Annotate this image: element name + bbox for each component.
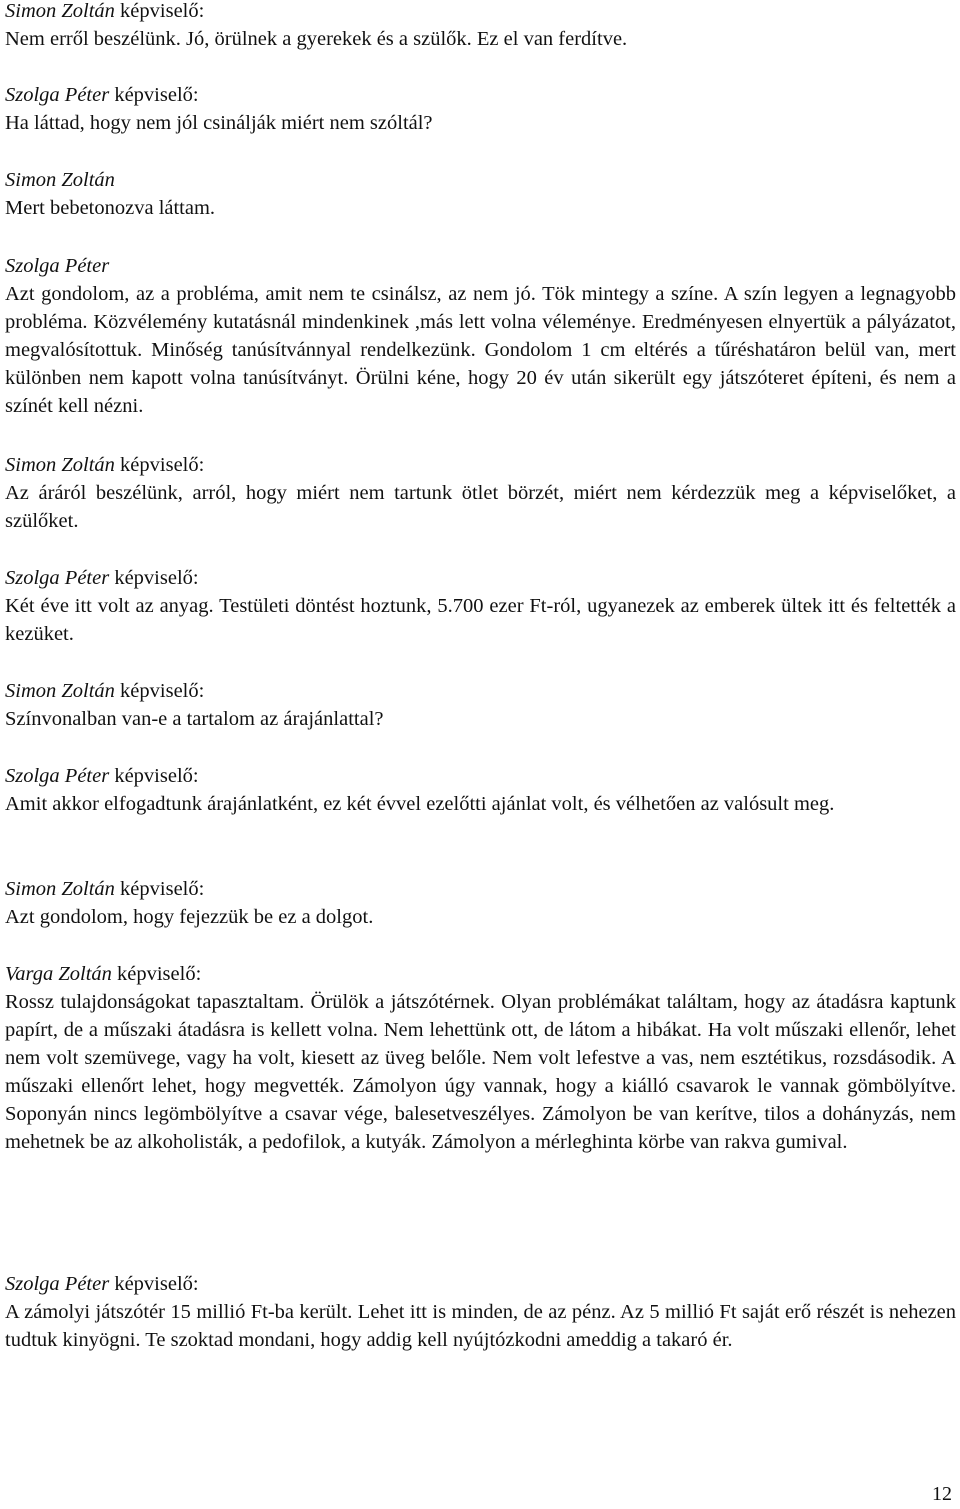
- entry-9: [5, 875, 956, 931]
- speaker-role: képviselő:: [120, 454, 205, 476]
- speaker-line: [5, 81, 956, 109]
- speaker-line: [5, 252, 956, 280]
- speaker-line: [5, 451, 956, 479]
- speaker-role: képviselő:: [114, 765, 199, 787]
- speaker-name: Simon Zoltán: [5, 680, 115, 702]
- speaker-line: [5, 1270, 956, 1298]
- speaker-role: képviselő:: [120, 0, 205, 22]
- statement: Nem erről beszélünk. Jó, örülnek a gyerekek és a szülők. Ez el van ferdítve.: [5, 28, 628, 50]
- entry-10: [5, 960, 956, 1156]
- statement: Mert bebetonozva láttam.: [5, 197, 216, 219]
- entry-2: [5, 81, 956, 137]
- speaker-name: Simon Zoltán: [5, 169, 115, 191]
- speaker-role: képviselő:: [120, 680, 205, 702]
- speaker-name: Szolga Péter: [5, 84, 110, 106]
- speaker-role: képviselő:: [117, 963, 202, 985]
- entry-3: [5, 166, 956, 222]
- speaker-line: [5, 677, 956, 705]
- speaker-line: [5, 0, 956, 25]
- speaker-role: képviselő:: [114, 84, 199, 106]
- page-number: 12: [932, 1483, 952, 1505]
- statement: Azt gondolom, hogy fejezzük be ez a dolgot.: [5, 906, 374, 928]
- speaker-name: Simon Zoltán: [5, 0, 115, 22]
- entry-5: [5, 451, 956, 535]
- entry-11: [5, 1270, 956, 1354]
- entry-1: [5, 0, 956, 53]
- speaker-role: képviselő:: [114, 1273, 199, 1295]
- statement: A zámolyi játszótér 15 millió Ft-ba került. Lehet itt is minden, de az pénz. Az 5 millió Ft saját erő részét is nehezen tudtuk kinyögni. Te szoktad mondani, hogy addig kell nyújtózkodni ameddig a takaró ér.: [5, 1301, 956, 1351]
- speaker-line: [5, 762, 956, 790]
- speaker-name: Varga Zoltán: [5, 963, 112, 985]
- statement: Az áráról beszélünk, arról, hogy miért nem tartunk ötlet börzét, miért nem kérdezzük meg a képviselőket, a szülőket.: [5, 482, 956, 532]
- speaker-name: Szolga Péter: [5, 1273, 110, 1295]
- speaker-name: Szolga Péter: [5, 765, 110, 787]
- statement: Színvonalban van-e a tartalom az árajánlattal?: [5, 708, 384, 730]
- statement: Rossz tulajdonságokat tapasztaltam. Örülök a játszótérnek. Olyan problémákat találtam, hogy az átadásra kaptunk papírt, de a műszaki átadásra is kellett volna. Nem lehettünk ott, de látom a hibákat. Ha volt műszaki ellenőr, lehet nem volt szemüvege, vagy ha volt, kiesett az üveg belőle. Nem volt lefestve a vas, nem esztétikus, rozsdásodik. A műszaki ellenőrt lehet, hogy megvették. Zámolyon úgy vannak, hogy a kiálló csavarok le vannak gömbölyítve. Soponyán nincs legömbölyítve a csavar vége, balesetveszélyes. Zámolyon be van kerítve, tilos a dohányzás, nem mehetnek be az alkoholisták, a pedofilok, a kutyák. Zámolyon a mérleghinta körbe van rakva gumival.: [5, 991, 956, 1153]
- speaker-line: [5, 875, 956, 903]
- statement: Amit akkor elfogadtunk árajánlatként, ez két évvel ezelőtti ajánlat volt, és vélhetően az valósult meg.: [5, 793, 835, 815]
- speaker-role: képviselő:: [114, 567, 199, 589]
- statement: Két éve itt volt az anyag. Testületi döntést hoztunk, 5.700 ezer Ft-ról, ugyanezek az emberek ültek itt és feltették a kezüket.: [5, 595, 956, 645]
- entry-4: [5, 252, 956, 420]
- speaker-line: [5, 960, 956, 988]
- entry-6: [5, 564, 956, 648]
- entry-7: [5, 677, 956, 733]
- speaker-name: Szolga Péter: [5, 255, 110, 277]
- speaker-role: képviselő:: [120, 878, 205, 900]
- speaker-line: [5, 564, 956, 592]
- speaker-name: Simon Zoltán: [5, 878, 115, 900]
- entry-8: [5, 762, 956, 818]
- statement: Azt gondolom, az a probléma, amit nem te csinálsz, az nem jó. Tök mintegy a színe. A szín legyen a legnagyobb probléma. Közvélemény kutatásnál mindenkinek ,más lett volna véleménye. Eredményesen elnyertük a pályázatot, megvalósítottuk. Minőség tanúsítvánnyal rendelkezünk. Gondolom 1 cm eltérés a tűréshatáron belül van, mert különben nem kapott volna tanúsítványt. Örülni kéne, hogy 20 év után sikerült egy játszóteret építeni, és nem a színét kell nézni.: [5, 283, 956, 417]
- statement: Ha láttad, hogy nem jól csinálják miért nem szóltál?: [5, 112, 433, 134]
- speaker-line: [5, 166, 956, 194]
- speaker-name: Simon Zoltán: [5, 454, 115, 476]
- speaker-name: Szolga Péter: [5, 567, 110, 589]
